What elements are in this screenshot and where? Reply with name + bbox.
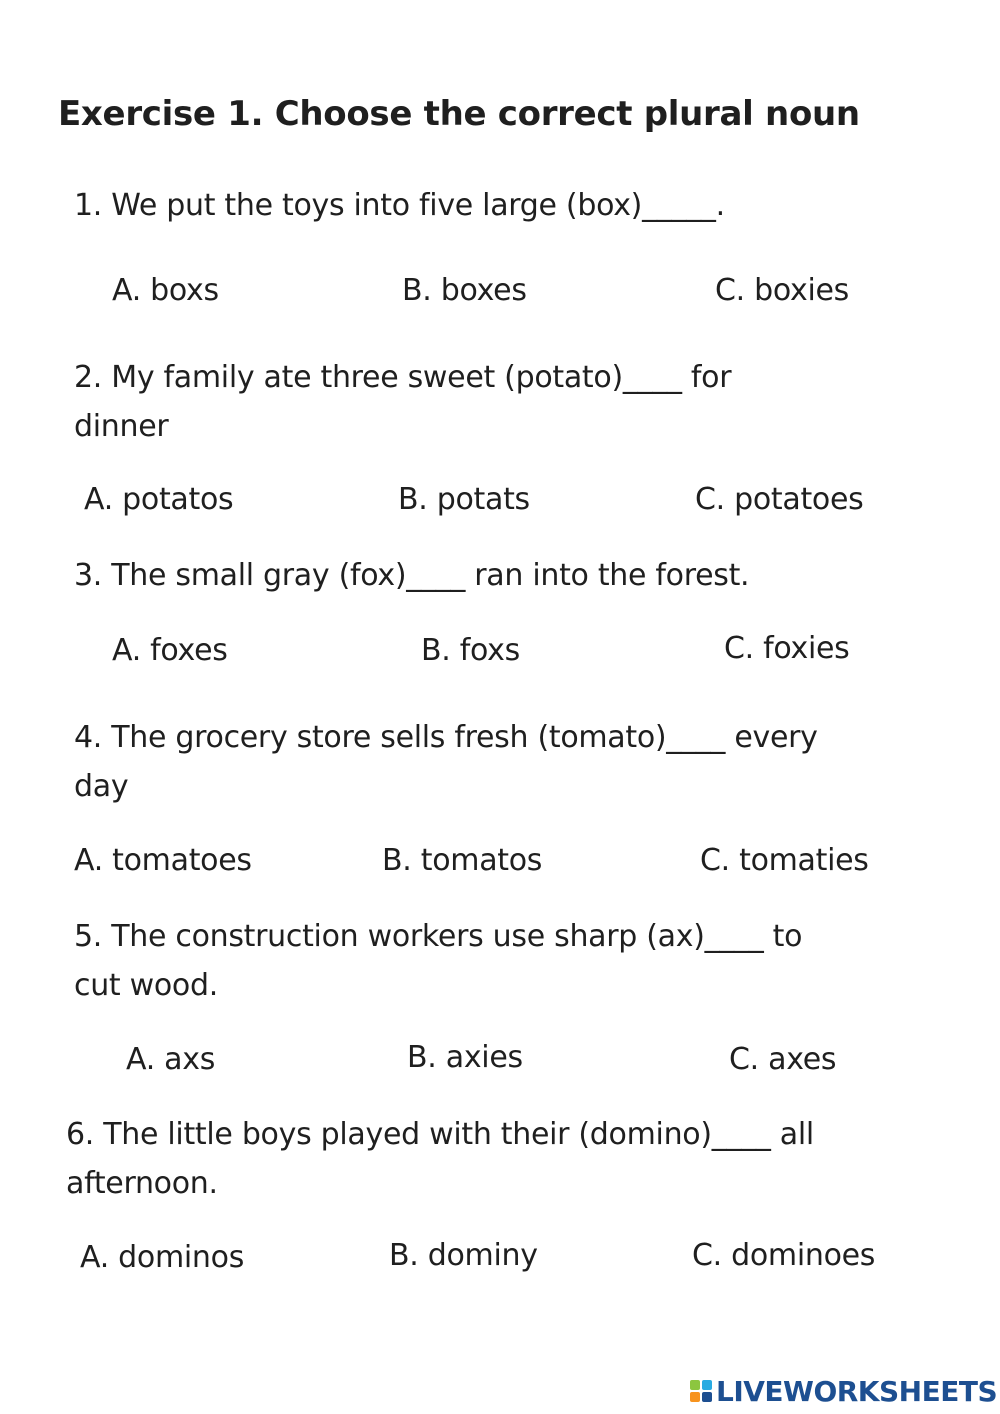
option-a[interactable]: A. boxs [112, 273, 219, 308]
option-c[interactable]: C. dominoes [692, 1238, 876, 1273]
option-a[interactable]: A. potatos [84, 482, 234, 517]
option-b[interactable]: B. tomatos [382, 843, 543, 878]
option-b[interactable]: B. boxes [402, 273, 527, 308]
option-c[interactable]: C. tomaties [700, 843, 869, 878]
question-4 [74, 713, 818, 811]
liveworksheets-logo-icon [690, 1380, 712, 1402]
logo-square-3 [690, 1392, 700, 1402]
liveworksheets-brand [690, 1373, 997, 1409]
question-text-continued: cut wood. [74, 968, 218, 1003]
option-a[interactable]: A. foxes [112, 633, 228, 668]
option-c[interactable]: C. boxies [715, 273, 849, 308]
option-a[interactable]: A. axs [126, 1042, 216, 1077]
question-1 [74, 181, 725, 230]
question-text: 6. The little boys played with their (domino)____ all [66, 1117, 814, 1152]
question-text: 5. The construction workers use sharp (ax)____ to [74, 919, 803, 954]
logo-square-1 [690, 1380, 700, 1390]
option-a[interactable]: A. tomatoes [74, 843, 252, 878]
brand-name: LIVEWORKSHEETS [716, 1374, 998, 1408]
option-b[interactable]: B. dominy [389, 1238, 538, 1273]
option-b[interactable]: B. axies [407, 1040, 523, 1075]
option-c[interactable]: C. axes [729, 1042, 837, 1077]
question-text-continued: afternoon. [66, 1166, 218, 1201]
worksheet-title: Exercise 1. Choose the correct plural noun [58, 94, 860, 134]
option-c[interactable]: C. foxies [724, 631, 850, 666]
option-a[interactable]: A. dominos [80, 1240, 245, 1275]
question-6 [66, 1110, 814, 1208]
question-text: 1. We put the toys into five large (box)_____. [74, 188, 725, 223]
question-5 [74, 912, 802, 1010]
option-b[interactable]: B. potats [398, 482, 530, 517]
question-text: 2. My family ate three sweet (potato)____ for [74, 360, 732, 395]
question-text: 4. The grocery store sells fresh (tomato)____ every [74, 720, 818, 755]
question-text-continued: day [74, 769, 129, 804]
question-text-continued: dinner [74, 409, 169, 444]
question-3 [74, 551, 749, 600]
question-2 [74, 353, 731, 451]
logo-square-4 [702, 1392, 712, 1402]
option-c[interactable]: C. potatoes [695, 482, 864, 517]
option-b[interactable]: B. foxs [421, 633, 520, 668]
logo-square-2 [702, 1380, 712, 1390]
question-text: 3. The small gray (fox)____ ran into the forest. [74, 558, 750, 593]
